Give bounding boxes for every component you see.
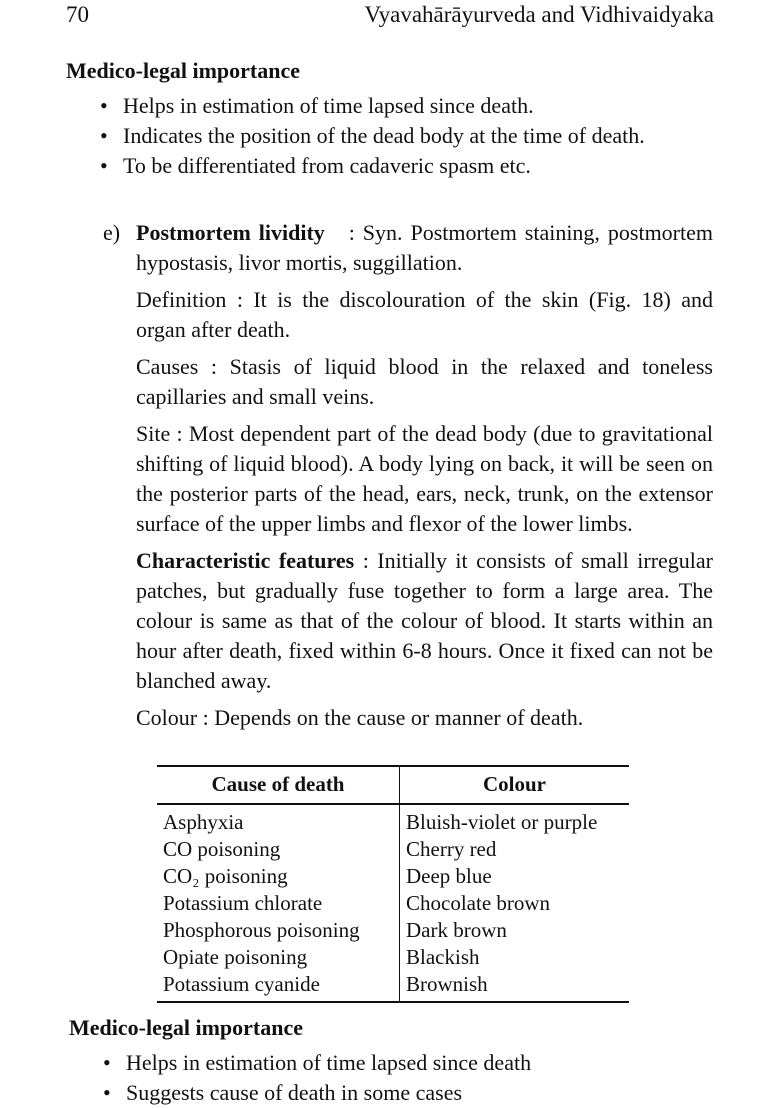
table-row [157,890,629,917]
table-row [157,917,629,944]
synonyms-text: : Syn. Postmortem staining, postmortem hypostasis, livor mortis, suggillation. [136,220,713,275]
bullet-icon: • [100,93,108,118]
colour-cell: Cherry red [406,837,497,861]
cause-cell: CO₂ poisoning [157,863,400,890]
list-item: • Helps in estimation of time lapsed since death. [100,91,712,121]
cause-cell: Potassium cyanide [157,971,400,1002]
colour-para: Colour : Depends on the cause or manner of death. [136,705,584,730]
list-item: • Helps in estimation of time lapsed since death [103,1048,715,1078]
colour-cell: Chocolate brown [406,891,551,915]
column-header-cause: Cause of death [157,766,400,804]
cause-cell: Potassium chlorate [157,890,400,917]
table-header-row [157,766,629,804]
bullet-icon: • [103,1050,111,1075]
lividity-colour-table [157,765,629,1003]
bullet-icon: • [103,1080,111,1105]
table-row [157,804,629,836]
cause-cell: CO poisoning [157,836,400,863]
colour-cell: Deep blue [406,864,492,888]
cause-cell: Phosphorous poisoning [157,917,400,944]
running-title: Vyavahārāyurveda and Vidhivaidyaka [364,2,714,27]
table-row [157,971,629,1002]
column-header-colour: Colour [400,766,630,804]
section-heading: Medico-legal importance [66,58,300,83]
bullet-list [103,1048,715,1108]
section-heading: Medico-legal importance [69,1015,303,1040]
item-title: Postmortem lividity [136,220,325,245]
cause-cell: Asphyxia [157,804,400,836]
features-para [136,546,713,696]
list-item: • To be differentiated from cadaveric spasm etc. [100,151,712,181]
list-item: • Indicates the position of the dead body at the time of death. [100,121,712,151]
table-row [157,944,629,971]
item-marker: e) [103,220,121,245]
colour-cell: Blackish [406,945,480,969]
bullet-icon: • [100,123,108,148]
postmortem-lividity-item [103,218,713,740]
list-item: • Suggests cause of death in some cases [103,1078,715,1108]
features-label: Characteristic features [136,548,355,573]
site-para: Site : Most dependent part of the dead body (due to gravitational shifting of liquid blood). A body lying on back, it will be seen on the posterior parts of the head, ears, neck, trunk, on the extensor surface of the upper limbs and flexor of the lower limbs. [136,421,713,536]
page-number: 70 [66,2,89,27]
definition-para: Definition : It is the discolouration of the skin (Fig. 18) and organ after death. [136,287,713,342]
colour-cell: Bluish-violet or purple [406,810,598,834]
causes-para: Causes : Stasis of liquid blood in the relaxed and toneless capillaries and small veins. [136,354,713,409]
lividity-title-para [136,218,713,278]
table-row [157,863,629,890]
page-header [66,2,714,32]
table-row [157,836,629,863]
bullet-icon: • [100,153,108,178]
bullet-list [100,91,712,181]
cause-cell: Opiate poisoning [157,944,400,971]
colour-cell: Brownish [400,971,630,1002]
features-text: : Initially it consists of small irregular patches, but gradually fuse together to form a large area. The colour is same as that of the colour of blood. It starts within an hour after death, fixed within 6-8 hours. Once it fixed can not be blanched away. [136,548,713,693]
colour-cell: Dark brown [406,918,507,942]
